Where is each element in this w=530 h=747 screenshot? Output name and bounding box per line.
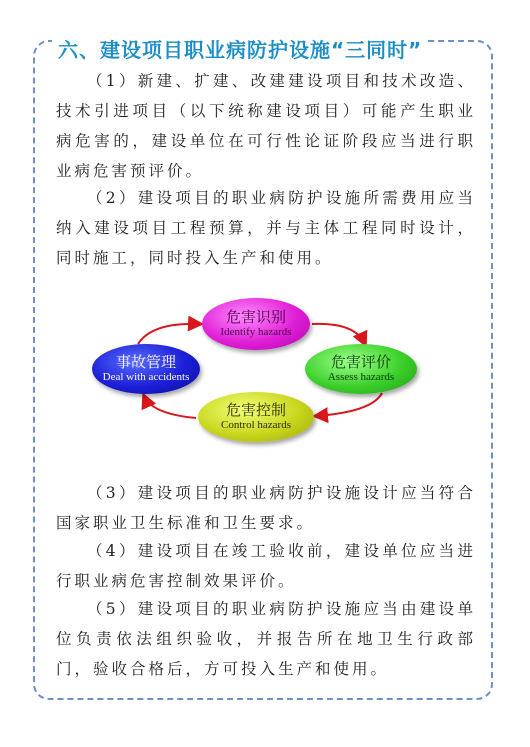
paragraph-5 (56, 594, 476, 684)
paragraph-4 (56, 536, 476, 596)
identify-cn-label: 危害识别 (225, 308, 286, 326)
assess-cn-label: 危害评价 (330, 353, 391, 371)
paragraph-1-text: （1）新建、扩建、改建建设项目和技术改造、技术引进项目（以下统称建设项目）可能产生职业病危害的，建设单位在可行性论证阶段应当进行职业病危害预评价。 (56, 72, 476, 180)
paragraph-1 (56, 66, 476, 186)
control-en-label: Control hazards (221, 419, 291, 431)
hazard-cycle-diagram (90, 292, 445, 452)
section-title: 六、建设项目职业病防护设施“三同时” (52, 34, 428, 63)
paragraph-3 (56, 478, 476, 538)
accident-cn-label: 事故管理 (115, 353, 176, 371)
accident-en-label: Deal with accidents (102, 371, 190, 383)
identify-en-label: Identify hazards (220, 326, 292, 338)
control-cn-label: 危害控制 (225, 401, 286, 419)
paragraph-4-text: （4）建设项目在竣工验收前，建设单位应当进行职业病危害控制效果评价。 (56, 542, 476, 590)
paragraph-5-text: （5）建设项目的职业病防护设施应当由建设单位负责依法组织验收，并报告所在地卫生行政部门，验收合格后，方可投入生产和使用。 (56, 600, 476, 678)
assess-hazards-node (305, 344, 417, 394)
paragraph-2 (56, 183, 476, 273)
control-hazards-node (198, 392, 314, 442)
paragraph-3-text: （3）建设项目的职业病防护设施设计应当符合国家职业卫生标准和卫生要求。 (56, 484, 476, 532)
assess-en-label: Assess hazards (327, 371, 395, 383)
identify-hazards-node (202, 298, 310, 350)
deal-with-accidents-node (92, 344, 200, 394)
paragraph-2-text: （2）建设项目的职业病防护设施所需费用应当纳入建设项目工程预算，并与主体工程同时设计，同时施工，同时投入生产和使用。 (56, 189, 476, 267)
